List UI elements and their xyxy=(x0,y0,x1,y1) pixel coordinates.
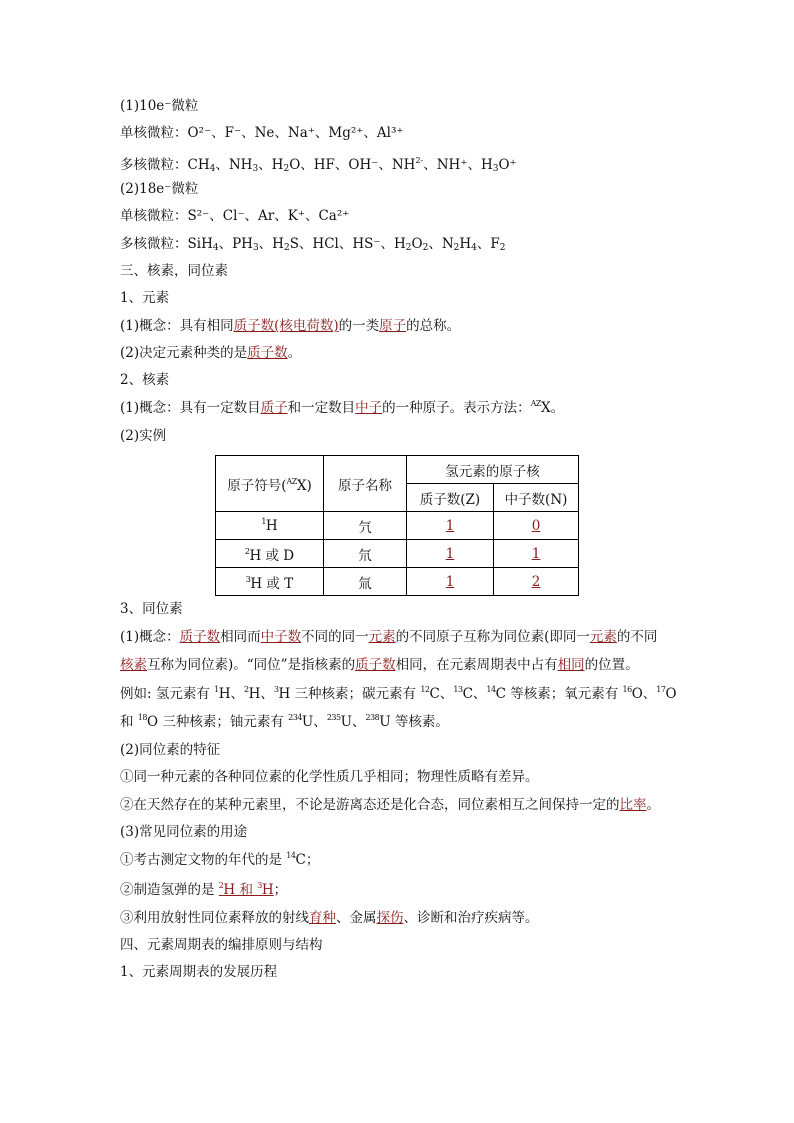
line-element-determinant: (2)决定元素种类的是质子数。 xyxy=(120,345,302,361)
line-element-concept: (1)概念：具有相同质子数(核电荷数)的一类原子的总称。 xyxy=(120,318,461,334)
header-proton-count: 质子数(Z) xyxy=(407,484,494,512)
cell-neutron: 2 xyxy=(494,568,579,596)
cell-proton: 1 xyxy=(407,568,494,596)
line-isotope-examples-2: 和 $^{18}$O 三种核素；铀元素有 $^{234}$U、$^{235}$U、$^{238}$U 等核素。 xyxy=(120,713,449,730)
heading-18e-particles: (2)18e⁻微粒 xyxy=(120,181,199,197)
header-hydrogen-nucleus: 氢元素的原子核 xyxy=(407,456,579,484)
subheading-periodic-table-history: 1、元素周期表的发展历程 xyxy=(120,964,278,980)
line-isotope-feature-2: ②在天然存在的某种元素里，不论是游离态还是化合态，同位素相互之间保持一定的比率。 xyxy=(120,797,660,813)
line-examples-label: (2)实例 xyxy=(120,428,167,444)
line-isotope-concept-2: 核素互称为同位素)。“同位”是指核素的质子数相同，在元素周期表中占有相同的位置。 xyxy=(120,657,639,673)
line-isotope-use-2: ②制造氢弹的是 $^2$H 和 $^3$H； xyxy=(120,881,288,898)
table-row xyxy=(216,568,579,596)
cell-name: 氘 xyxy=(324,540,407,568)
cell-symbol: $^3$H 或 T xyxy=(216,568,324,596)
subheading-element: 1、元素 xyxy=(120,290,170,306)
line-isotope-feature-1: ①同一种元素的各种同位素的化学性质几乎相同；物理性质略有差异。 xyxy=(120,769,539,785)
header-atom-symbol: 原子符号($^{AZ}$X) xyxy=(216,456,324,512)
hydrogen-isotope-table xyxy=(215,455,579,596)
heading-10e-particles: (1)10e⁻微粒 xyxy=(120,98,199,114)
line-10e-single-core: 单核微粒：O²⁻、F⁻、Ne、Na⁺、Mg²⁺、Al³⁺ xyxy=(120,125,404,141)
line-nuclide-concept: (1)概念：具有一定数目质子和一定数目中子的一种原子。表示方法：$^{AZ}$X。 xyxy=(120,399,565,416)
line-18e-single-core: 单核微粒：S²⁻、Cl⁻、Ar、K⁺、Ca²⁺ xyxy=(120,208,350,224)
line-isotope-use-3: ③利用放射性同位素释放的射线育种、金属探伤、诊断和治疗疾病等。 xyxy=(120,910,539,926)
section-heading-periodic-table: 四、元素周期表的编排原则与结构 xyxy=(120,937,323,953)
cell-proton: 1 xyxy=(407,540,494,568)
table-row xyxy=(216,512,579,540)
cell-neutron: 1 xyxy=(494,540,579,568)
line-isotope-examples-1: 例如: 氢元素有 $^1$H、$^2$H、$^3$H 三种核素；碳元素有 $^{12}$C、$^{13}$C、$^{14}$C 等核素；氧元素有 $^{16}$O、$^{17}$O xyxy=(120,685,677,702)
line-18e-multi-core: 多核微粒：SiH$_4$、$PH_3$、$H_2S$、HCl、HS⁻、$H_2O_2$、$N_2H_4$、$F_2$ xyxy=(120,236,506,253)
line-isotope-use-1: ①考古测定文物的年代的是 $^{14}$C； xyxy=(120,851,320,868)
header-neutron-count: 中子数(N) xyxy=(494,484,579,512)
line-isotope-concept-1: (1)概念：质子数相同而中子数不同的同一元素的不同原子互称为同位素(即同一元素的不同 xyxy=(120,629,658,645)
subheading-isotope: 3、同位素 xyxy=(120,601,183,617)
cell-symbol: $^1$H xyxy=(216,512,324,540)
line-isotope-features-heading: (2)同位素的特征 xyxy=(120,742,221,758)
header-atom-name: 原子名称 xyxy=(324,456,407,512)
line-isotope-uses-heading: (3)常见同位素的用途 xyxy=(120,824,248,840)
cell-name: 氚 xyxy=(324,568,407,596)
line-10e-multi-core: 多核微粒：$CH_4$、$NH_3$、$H_2O$、HF、OH⁻、$NH^{2-}$、NH⁺、$H_3O^+$ xyxy=(120,156,517,174)
cell-symbol: $^2$H 或 D xyxy=(216,540,324,568)
subheading-nuclide: 2、核素 xyxy=(120,372,170,388)
cell-proton: 1 xyxy=(407,512,494,540)
section-heading-nuclide-isotope: 三、核素，同位素 xyxy=(120,263,228,279)
table-row xyxy=(216,540,579,568)
cell-name: 氕 xyxy=(324,512,407,540)
cell-neutron: 0 xyxy=(494,512,579,540)
